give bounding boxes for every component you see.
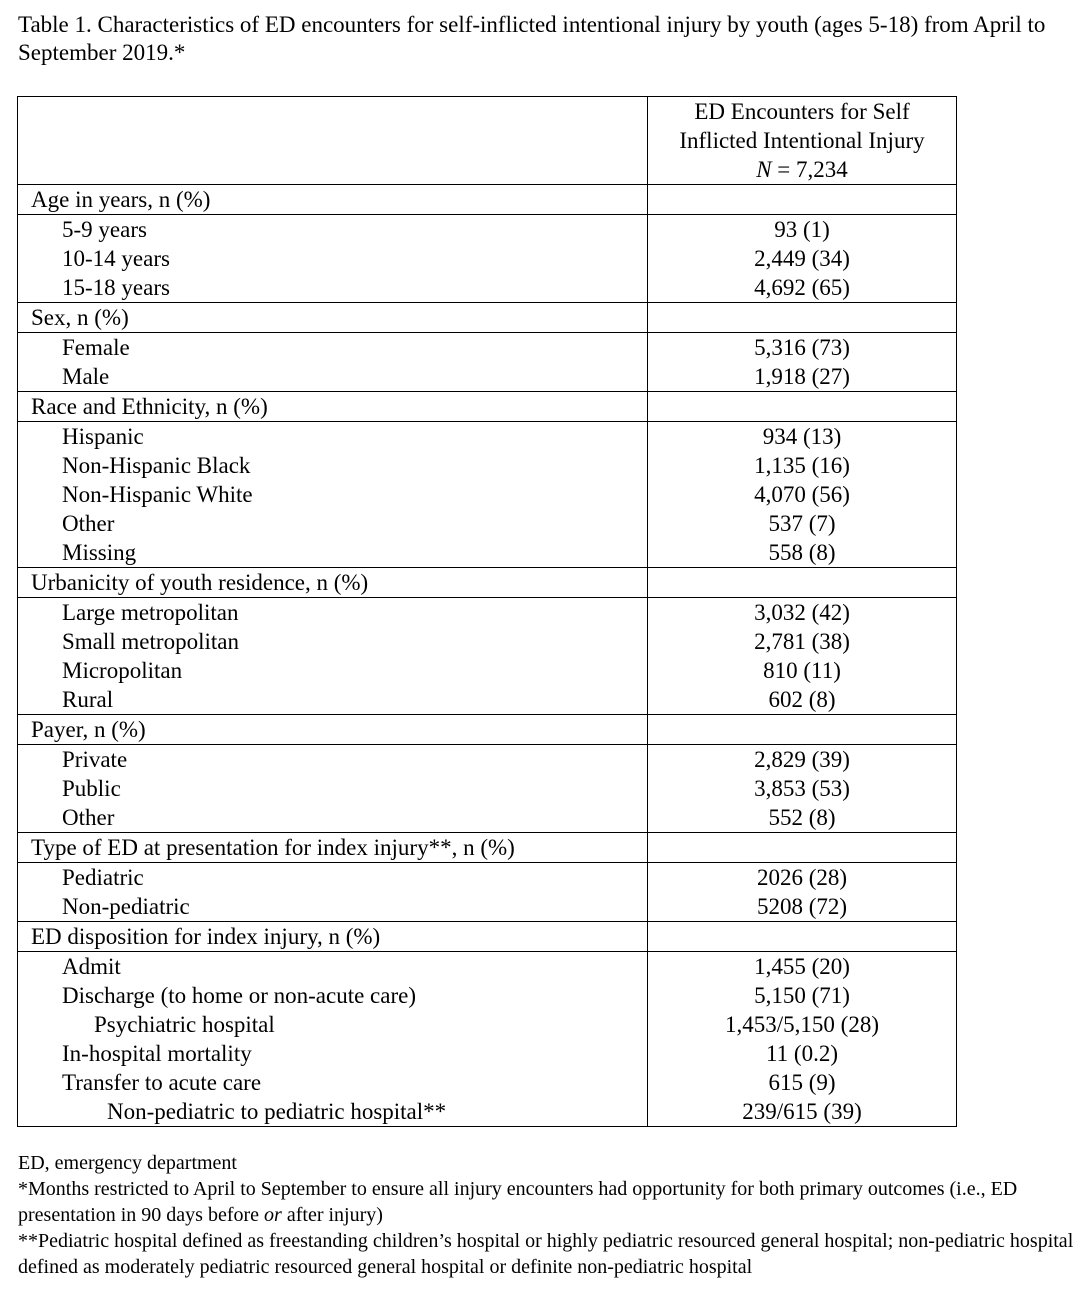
row-label: 15-18 years — [18, 273, 648, 303]
section-label: ED disposition for index injury, n (%) — [18, 922, 648, 952]
section-label: Age in years, n (%) — [18, 185, 648, 215]
row-label: Male — [18, 362, 648, 392]
footnote-months-text-a: *Months restricted to April to September to ensure all injury encounters had opportunity for both primary outcomes (i.e., ED presentation in 90 days before — [18, 1178, 1018, 1226]
row-label: Small metropolitan — [18, 627, 648, 656]
table-body — [18, 185, 957, 1127]
row-value: 1,453/5,150 (28) — [648, 1010, 957, 1039]
column-header-n-value: = 7,234 — [771, 157, 848, 182]
row-label: Non-Hispanic White — [18, 480, 648, 509]
section-value-cell — [648, 568, 957, 598]
table-row — [18, 362, 957, 392]
row-value: 4,070 (56) — [648, 480, 957, 509]
row-value: 810 (11) — [648, 656, 957, 685]
row-value: 934 (13) — [648, 422, 957, 452]
section-row — [18, 392, 957, 422]
row-label: Private — [18, 745, 648, 775]
table-row — [18, 952, 957, 982]
row-value: 2,829 (39) — [648, 745, 957, 775]
row-value: 615 (9) — [648, 1068, 957, 1097]
row-label: Female — [18, 333, 648, 363]
row-label: Hispanic — [18, 422, 648, 452]
table-row — [18, 422, 957, 452]
table-header-row — [18, 97, 957, 185]
blank-header-cell — [18, 97, 648, 185]
table-row — [18, 1010, 957, 1039]
table-row — [18, 803, 957, 833]
table-row — [18, 745, 957, 775]
row-value: 2,449 (34) — [648, 244, 957, 273]
table-row — [18, 509, 957, 538]
row-label: Other — [18, 803, 648, 833]
column-header-n-label: N — [756, 157, 772, 182]
section-value-cell — [648, 392, 957, 422]
row-value: 239/615 (39) — [648, 1097, 957, 1127]
row-value: 5,150 (71) — [648, 981, 957, 1010]
section-row — [18, 715, 957, 745]
table-row — [18, 598, 957, 628]
row-value: 93 (1) — [648, 215, 957, 245]
table-row — [18, 863, 957, 893]
row-value: 558 (8) — [648, 538, 957, 568]
row-value: 1,135 (16) — [648, 451, 957, 480]
table-row — [18, 685, 957, 715]
table-row — [18, 333, 957, 363]
section-value-cell — [648, 185, 957, 215]
row-label: Public — [18, 774, 648, 803]
column-header — [648, 97, 957, 185]
column-header-line2: Inflicted Intentional Injury — [679, 128, 925, 153]
table-row — [18, 656, 957, 685]
footnote-months-or: or — [264, 1204, 282, 1226]
row-label: Psychiatric hospital — [18, 1010, 648, 1039]
table-row — [18, 981, 957, 1010]
row-label: Missing — [18, 538, 648, 568]
footnote-months-text-b: after injury) — [281, 1204, 383, 1226]
row-label: Rural — [18, 685, 648, 715]
row-value: 4,692 (65) — [648, 273, 957, 303]
section-value-cell — [648, 833, 957, 863]
footnote-months — [18, 1176, 1083, 1228]
row-value: 552 (8) — [648, 803, 957, 833]
table-row — [18, 480, 957, 509]
section-label: Payer, n (%) — [18, 715, 648, 745]
row-value: 5208 (72) — [648, 892, 957, 922]
table-row — [18, 627, 957, 656]
section-value-cell — [648, 922, 957, 952]
table-notes — [18, 1150, 1083, 1280]
characteristics-table — [17, 96, 957, 1127]
section-row — [18, 303, 957, 333]
row-label: 5-9 years — [18, 215, 648, 245]
table-caption: Table 1. Characteristics of ED encounters for self-inflicted intentional injury by youth (ages 5-18) from April to September 2019.* — [18, 12, 1046, 65]
row-value: 1,918 (27) — [648, 362, 957, 392]
footnote-pediatric-definition: **Pediatric hospital defined as freestanding children’s hospital or highly pediatric resourced general hospital; non-pediatric hospital defined as moderately pediatric resourced general hospital or definite non-pediatric hospital — [18, 1230, 1074, 1278]
section-value-cell — [648, 303, 957, 333]
table-row — [18, 215, 957, 245]
section-row — [18, 922, 957, 952]
row-label: Non-pediatric — [18, 892, 648, 922]
section-label: Race and Ethnicity, n (%) — [18, 392, 648, 422]
row-label: 10-14 years — [18, 244, 648, 273]
section-value-cell — [648, 715, 957, 745]
section-label: Type of ED at presentation for index injury**, n (%) — [18, 833, 648, 863]
table-row — [18, 1039, 957, 1068]
row-label: Transfer to acute care — [18, 1068, 648, 1097]
row-value: 2,781 (38) — [648, 627, 957, 656]
row-value: 537 (7) — [648, 509, 957, 538]
table-row — [18, 1068, 957, 1097]
row-value: 3,853 (53) — [648, 774, 957, 803]
row-label: Pediatric — [18, 863, 648, 893]
table-row — [18, 1097, 957, 1127]
table-row — [18, 451, 957, 480]
section-label: Urbanicity of youth residence, n (%) — [18, 568, 648, 598]
section-label: Sex, n (%) — [18, 303, 648, 333]
row-label: Non-Hispanic Black — [18, 451, 648, 480]
row-value: 11 (0.2) — [648, 1039, 957, 1068]
row-value: 5,316 (73) — [648, 333, 957, 363]
table-row — [18, 273, 957, 303]
row-value: 602 (8) — [648, 685, 957, 715]
table-row — [18, 774, 957, 803]
row-label: In-hospital mortality — [18, 1039, 648, 1068]
table-row — [18, 244, 957, 273]
section-row — [18, 568, 957, 598]
row-label: Admit — [18, 952, 648, 982]
table-row — [18, 892, 957, 922]
row-label: Non-pediatric to pediatric hospital** — [18, 1097, 648, 1127]
abbreviation-note: ED, emergency department — [18, 1152, 237, 1174]
row-label: Other — [18, 509, 648, 538]
section-row — [18, 833, 957, 863]
row-value: 3,032 (42) — [648, 598, 957, 628]
row-label: Discharge (to home or non-acute care) — [18, 981, 648, 1010]
column-header-line1: ED Encounters for Self — [694, 99, 910, 124]
row-value: 1,455 (20) — [648, 952, 957, 982]
table-row — [18, 538, 957, 568]
section-row — [18, 185, 957, 215]
row-value: 2026 (28) — [648, 863, 957, 893]
row-label: Micropolitan — [18, 656, 648, 685]
row-label: Large metropolitan — [18, 598, 648, 628]
